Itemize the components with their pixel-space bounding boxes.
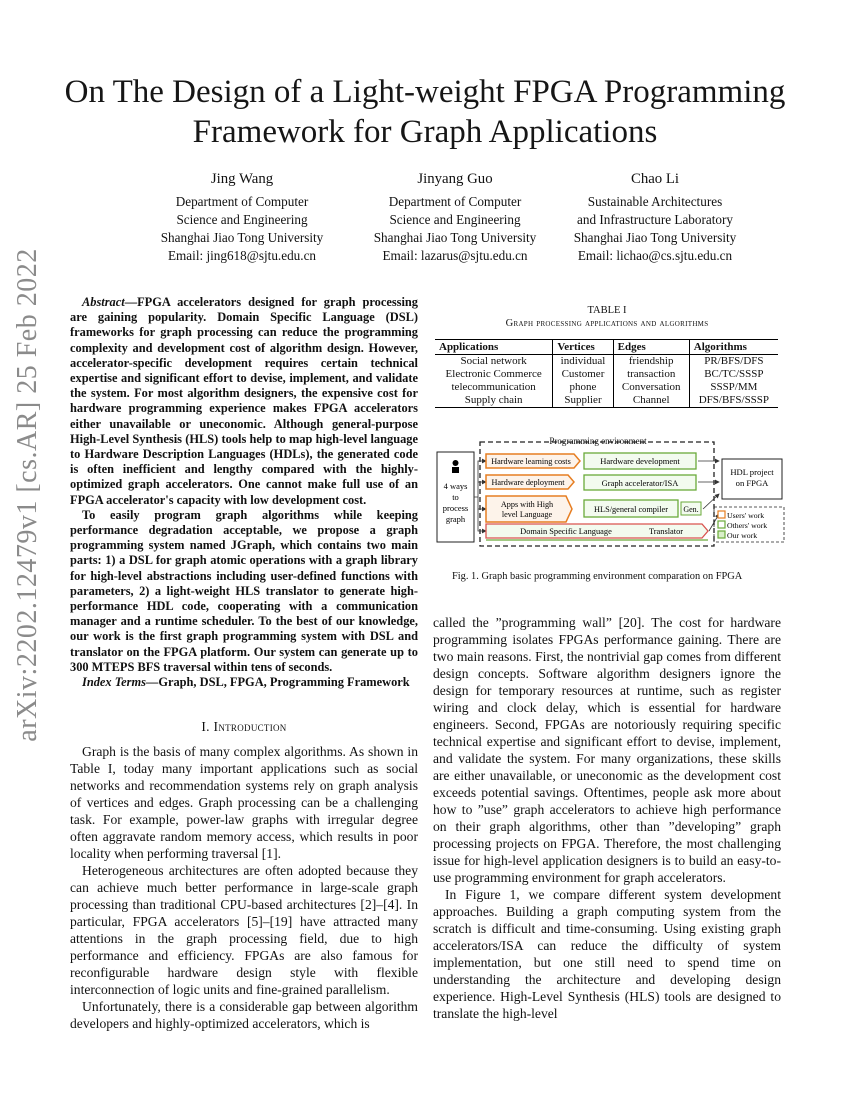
hls-compiler-label: HLS/general compiler <box>594 505 668 514</box>
table-row <box>435 355 778 369</box>
author-email: Email: lichao@cs.sjtu.edu.cn <box>577 248 733 263</box>
table-cell: individual <box>553 355 613 369</box>
legend-ours-label: Our work <box>727 531 758 540</box>
legend-users-label: Users' work <box>727 511 765 520</box>
abstract-text-1: —FPGA accelerators designed for graph processing are gaining popularity. Domain Specific Language (DSL) frameworks for graph processing can reduce the programming complexity and development cost of algorithm design. However, accelerator-specific development requires certain technical expertise and significant effort to devise, implement, and validate the system. For most algorithm designers, the expensive cost for hardware programming experience makes FPGA accelerators either unavailable or uneconomic. Although general-purpose High-Level Synthesis (HLS) tools help to map high-level language to Hardware Description Languages (HDLs), the generated code is often inefficient and lengthy compared with the highly-optimized graph accelerators. One cannot make full use of an FPGA accelerator's capacity with low development cost. <box>70 295 418 507</box>
table-cell: Supply chain <box>435 394 553 408</box>
hdl-project-label: on FPGA <box>735 478 769 488</box>
author-affiliation-line: Shanghai Jiao Tong University <box>160 230 324 245</box>
author-name: Jing Wang <box>210 171 274 187</box>
abstract <box>70 295 418 690</box>
figure-1-diagram <box>436 434 786 556</box>
author-affiliation-line: Shanghai Jiao Tong University <box>373 230 537 245</box>
table-cell: friendship <box>613 355 689 369</box>
table-1-block <box>433 304 781 408</box>
hw-learning-costs-label: Hardware learning costs <box>491 457 571 466</box>
dsl-label: Domain Specific Language <box>520 527 612 536</box>
intro-paragraph-1: Graph is the basis of many complex algorithms. As shown in Table I, today many important applications such as social networks and recommendation systems rely on graph analysis of vertices and edges. Graph processing can be a challenging task. For example, power-law graphs with irregular degree often aggravate random memory access, which results in poor locality when performing traversal [1]. <box>70 744 418 862</box>
legend-swatch-others <box>718 521 725 528</box>
table-cell: Channel <box>613 394 689 408</box>
graph-accelerator-label: Graph accelerator/ISA <box>601 478 679 488</box>
author-affiliation-line: and Infrastructure Laboratory <box>577 212 733 227</box>
author-affiliation-line: Sustainable Architectures <box>587 194 723 209</box>
programming-environment-label: Programming environment <box>549 436 647 446</box>
left-column <box>70 295 418 1032</box>
right-paragraph-2: In Figure 1, we compare different system development approaches. Building a graph computing system from the scratch is difficult and time-consuming. Using existing graph accelerators/ISA can reduce the difficulty of system implementation, but one still need to spend time on understanding the architecture and developing design experience. High-Level Synthesis (HLS) tools are designed to translate the high-level <box>433 887 781 1021</box>
table-row <box>435 368 778 381</box>
arxiv-id: arXiv:2202.12479v1 [cs.AR] 25 Feb 2022 <box>12 248 43 742</box>
legend-swatch-ours <box>718 531 725 538</box>
author-affiliation-line: Department of Computer <box>175 194 309 209</box>
table-cell: telecommunication <box>451 381 536 393</box>
hdl-project-label: HDL project <box>730 467 774 477</box>
apps-high-level-label: level Language <box>501 510 553 519</box>
table-cell: BC/TC/SSSP <box>689 368 778 381</box>
branch-arrow <box>478 497 486 509</box>
intro-paragraph-3: Unfortunately, there is a considerable gap between algorithm developers and highly-optimized accelerators, which is <box>70 999 418 1032</box>
author-block-1 <box>122 170 362 265</box>
author-name: Chao Li <box>630 171 680 187</box>
author-name: Jinyang Guo <box>417 171 493 187</box>
author-affiliation-line: Science and Engineering <box>389 212 521 227</box>
table-cell: Electronic Commerce <box>445 368 542 380</box>
figure-1-caption: Fig. 1. Graph basic programming environment comparation on FPGA <box>452 571 743 582</box>
author-affiliation-line: Science and Engineering <box>176 212 308 227</box>
four-ways-text: process <box>442 503 469 513</box>
table-cell: Supplier <box>553 394 613 408</box>
four-ways-text: 4 ways <box>443 481 468 491</box>
branch-arrow <box>478 509 486 531</box>
table-header-cell: Edges <box>613 340 689 355</box>
four-ways-text: to <box>452 492 459 502</box>
hw-deployment-label: Hardware deployment <box>491 478 565 487</box>
table-header-cell: Algorithms <box>689 340 778 355</box>
table-row <box>435 394 778 408</box>
table-row <box>435 381 778 394</box>
four-ways-text: graph <box>445 514 466 524</box>
hw-development-label: Hardware development <box>600 456 680 466</box>
right-paragraph-1: called the ”programming wall” [20]. The cost for hardware programming isolates FPGAs performance gaining. There are two main reasons. First, the nontrivial gap comes from different design concepts. Software algorithm designers ignore the design for temporary resources at runtime, such as register wiring and clock delay, which is essential for hardware engineers. Second, FPGAs are notoriously requiring specific technical expertise and significant effort to devise, implement, and validate the system. For many organizations, these skills are either unavailable, or uneconomic as the development cost exceeds potential savings. Oftentimes, people ask more about how to ”use” graph accelerators to achieve high performance on their graph algorithms, other than ”developing” graph processing projects on FPGA. Therefore, the most challenging issue for high-level application designers is to build an easy-to-use programming environment for graph accelerators. <box>433 615 781 885</box>
translator-label: Translator <box>648 527 684 536</box>
abstract-label: Abstract <box>82 295 125 309</box>
table-header-row <box>435 340 778 355</box>
paper-title: On The Design of a Light-weight FPGA Programming Framework for Graph Applications <box>64 74 786 150</box>
table-label: TABLE I <box>587 305 627 316</box>
table-cell: DFS/BFS/SSSP <box>689 394 778 408</box>
table-header-cell: Vertices <box>553 340 613 355</box>
table-1 <box>435 339 778 408</box>
section-heading-introduction: I. Introduction <box>201 719 287 735</box>
table-cell: phone <box>553 381 613 394</box>
table-cell: Social network <box>460 355 527 367</box>
gen-label: Gen. <box>683 505 699 514</box>
author-email: Email: jing618@sjtu.edu.cn <box>167 248 317 263</box>
table-cell: transaction <box>613 368 689 381</box>
legend-swatch-users <box>718 511 725 518</box>
table-cell: SSSP/MM <box>689 381 778 394</box>
right-column <box>433 614 781 1022</box>
table-caption: Graph processing applications and algorithms <box>505 318 709 329</box>
abstract-text-2: To easily program graph algorithms while keeping performance degradation acceptable, we propose a graph programming system named JGraph, which contains two main parts: 1) a DSL for graph atomic operations with a graph library for high-level abstractions including user-defined functions with parameters, 2) a light-weight HLS translator to generate high-performance HDL code, cooperating with a communication manager and a runtime scheduler. To the best of our knowledge, our work is the first graph programming system with DSL and translator on the FPGA platform. Our system can generate up to 300 MTEPS BFS traversal within tens of seconds. <box>70 507 418 674</box>
table-cell: PR/BFS/DFS <box>689 355 778 369</box>
table-cell: Customer <box>553 368 613 381</box>
table-header-cell: Applications <box>435 340 553 355</box>
apps-high-level-label: Apps with High <box>500 500 554 509</box>
intro-paragraph-2: Heterogeneous architectures are often adopted because they can achieve much better performance in large-scale graph processing than traditional CPU-based architectures [2]–[4]. In particular, FPGA accelerators [5]–[19] have attracted many attentions in the graph processing field, due to high performance and efficiency. FPGAs are also famous for reconfigurable hardware design style with flexible interconnection of logic units and fine-grained parallelism. <box>70 863 418 998</box>
arxiv-stamp <box>2 248 54 742</box>
author-block-3 <box>535 170 775 265</box>
index-terms-text: —Graph, DSL, FPGA, Programming Framework <box>145 675 410 690</box>
table-cell: Conversation <box>613 381 689 394</box>
legend-others-label: Others' work <box>727 521 768 530</box>
author-email: Email: lazarus@sjtu.edu.cn <box>382 248 528 263</box>
author-affiliation-line: Department of Computer <box>388 194 522 209</box>
author-affiliation-line: Shanghai Jiao Tong University <box>573 230 737 245</box>
index-terms-label: Index Terms <box>82 675 146 690</box>
